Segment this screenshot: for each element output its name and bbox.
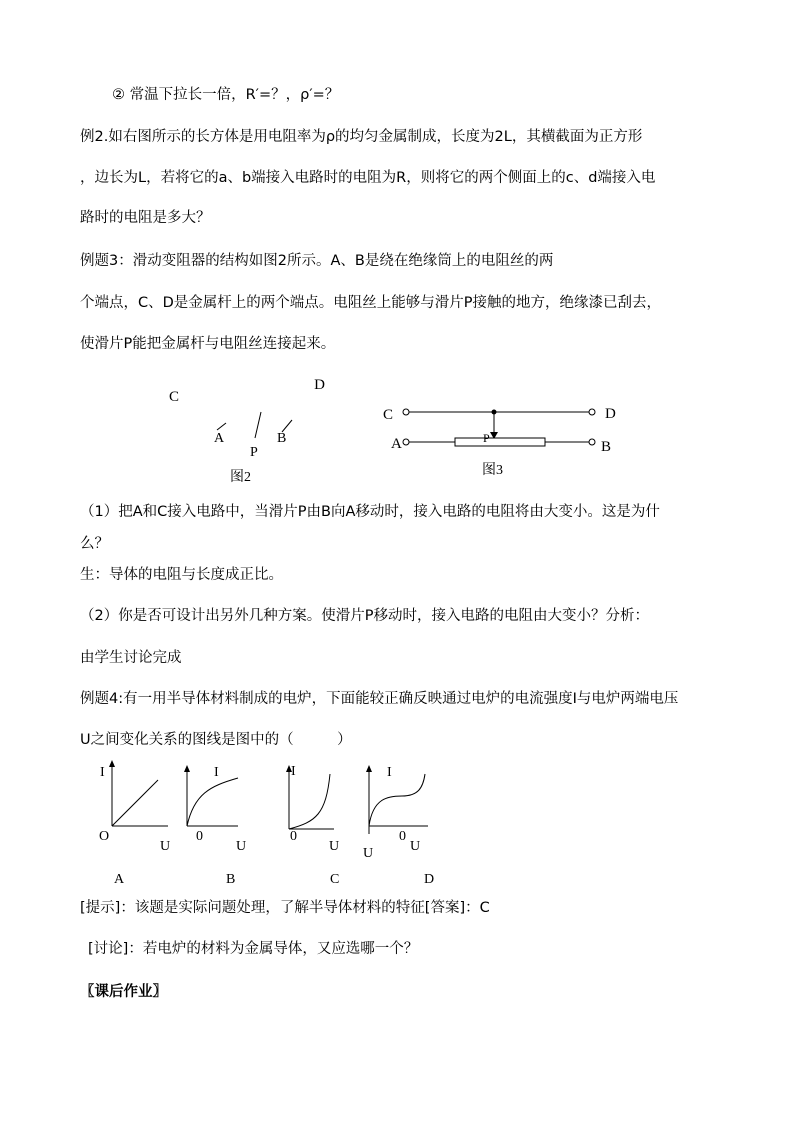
homework-heading: 〖课后作业〗	[80, 984, 167, 1000]
graph-d-extra-u-label: U	[410, 839, 421, 854]
graph-d-option: D	[424, 872, 435, 887]
problem-line-1: ② 常温下拉长一倍，R′=？，ρ′=？	[112, 87, 340, 103]
example-3-line-2: 个端点，C、D是金属杆上的两个端点。电阻丝上能够与滑片P接触的地方，绝缘漆已刮去，	[80, 295, 662, 311]
fig2-line-p	[255, 412, 261, 438]
graph-d-u-label: U	[363, 846, 374, 861]
figure-3	[380, 398, 630, 483]
example-2-line-3: 路时的电阻是多大？	[80, 210, 211, 226]
graph-b-curve	[187, 778, 238, 826]
example-3-line-1: 例题3：滑动变阻器的结构如图2所示。A、B是绕在绝缘筒上的电阻丝的两	[80, 253, 554, 269]
figure-2	[155, 372, 325, 487]
graph-a-origin: O	[99, 829, 110, 844]
fig2-label-p: P	[250, 445, 258, 460]
graph-d-i-label: I	[387, 765, 392, 780]
example-4-line-1: 例题4:有一用半导体材料制成的电炉，下面能较正确反映通过电炉的电流强度I与电炉两端电压	[80, 691, 679, 707]
graph-d-origin: 0	[399, 829, 406, 844]
graph-a-i-label: I	[100, 765, 105, 780]
graph-c-option: C	[330, 872, 340, 887]
graph-c-i-label: I	[291, 764, 296, 779]
graph-d-curve	[369, 774, 425, 826]
graph-a	[99, 763, 170, 887]
fig3-label-b: B	[601, 439, 612, 455]
graph-b-option: B	[226, 872, 236, 887]
example-2-line-1: 例2.如右图所示的长方体是用电阻率为ρ的均匀金属制成，长度为2L，其横截面为正方形	[80, 129, 643, 145]
graph-b-i-label: I	[214, 765, 219, 780]
graph-d	[363, 765, 434, 887]
fig2-label-c: C	[169, 389, 180, 405]
hint-line: [提示]：该题是实际问题处理，了解半导体材料的特征[答案]：C	[80, 900, 490, 916]
graph-c-curve	[289, 774, 330, 829]
graph-c	[289, 764, 339, 887]
fig3-label-d: D	[605, 406, 616, 422]
fig2-caption: 图2	[230, 470, 251, 485]
fig3-resistor	[455, 438, 545, 446]
discussion-line: [讨论]：若电炉的材料为金属导体，又应选哪一个？	[88, 941, 419, 957]
fig3-label-a: A	[391, 436, 402, 452]
fig2-label-a: A	[214, 431, 225, 446]
graph-b-origin: 0	[196, 829, 203, 844]
fig3-caption: 图3	[482, 463, 503, 478]
answer-1: 生：导体的电阻与长度成正比。	[80, 567, 283, 583]
graph-c-origin: 0	[290, 829, 297, 844]
example-4-line-2: U之间变化关系的图线是图中的（ ）	[80, 732, 352, 748]
fig2-label-b: B	[277, 431, 287, 446]
graph-a-option: A	[114, 872, 125, 887]
question-2: （2）你是否可设计出另外几种方案。使滑片P移动时，接入电路的电阻由大变小？分析：	[80, 608, 649, 624]
graph-a-curve	[112, 780, 158, 826]
question-1-line-1: （1）把A和C接入电路中，当滑片P由B向A移动时，接入电路的电阻将由大变小。这是为什	[80, 504, 660, 520]
graph-c-u-label: U	[329, 839, 340, 854]
example-3-line-3: 使滑片P能把金属杆与电阻丝连接起来。	[80, 336, 336, 352]
fig3-label-p: P	[483, 431, 490, 445]
iu-graphs	[90, 758, 450, 888]
question-1-line-2: 么？	[80, 536, 109, 552]
question-2-note: 由学生讨论完成	[80, 650, 182, 666]
example-2-line-2: ，边长为L，若将它的a、b端接入电路时的电阻为R，则将它的两个侧面上的c、d端接入电	[80, 170, 656, 186]
graph-a-u-label: U	[160, 839, 171, 854]
graph-b	[187, 765, 246, 887]
fig2-label-d: D	[314, 377, 325, 393]
fig3-label-c: C	[383, 407, 394, 423]
graph-b-u-label: U	[236, 839, 247, 854]
fig2-line-a	[217, 423, 226, 430]
